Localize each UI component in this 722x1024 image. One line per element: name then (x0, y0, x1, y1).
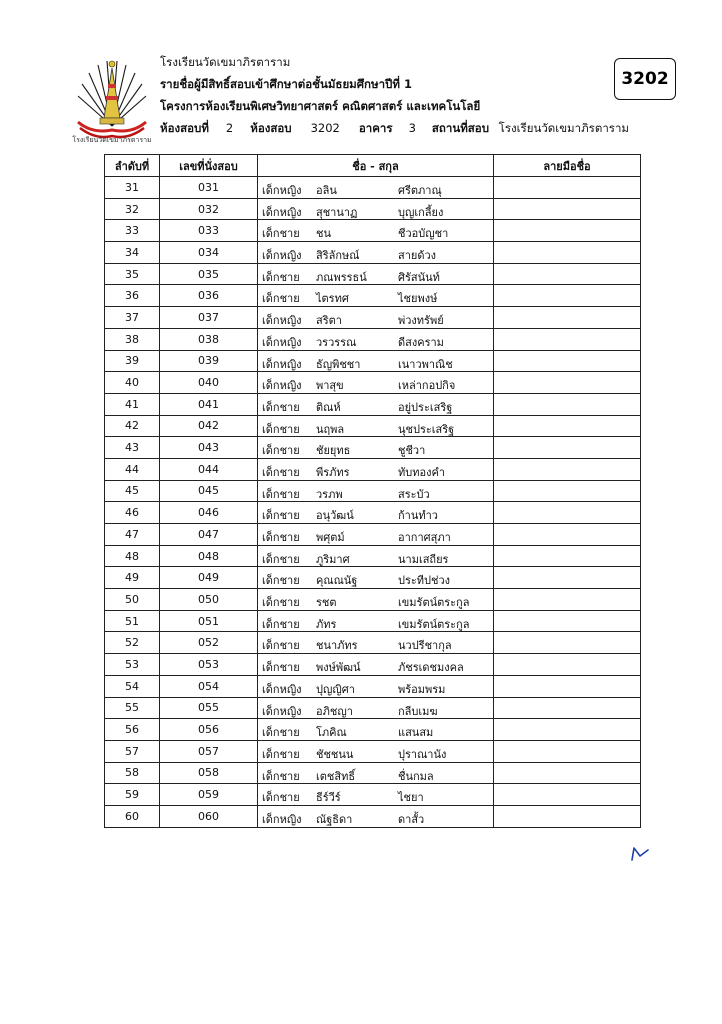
name-prefix: เด็กชาย (262, 639, 300, 653)
table-row (105, 328, 641, 350)
name-prefix: เด็กหญิง (262, 314, 302, 328)
student-name (258, 242, 494, 264)
signature-cell (494, 805, 641, 827)
signature-cell (494, 350, 641, 372)
seat-number: 046 (160, 502, 258, 524)
signature-cell (494, 458, 641, 480)
table-row (105, 350, 641, 372)
signature-cell (494, 242, 641, 264)
list-title: รายชื่อผู้มีสิทธิ์สอบเข้าศึกษาต่อชั้นมัธยมศึกษาปีที่ 1 (160, 77, 412, 91)
student-name (258, 524, 494, 546)
row-number: 32 (105, 198, 160, 220)
first-name: โภคิณ (316, 726, 347, 740)
table-row (105, 372, 641, 394)
seat-number: 038 (160, 328, 258, 350)
seat-number: 045 (160, 480, 258, 502)
seat-number: 032 (160, 198, 258, 220)
student-name (258, 805, 494, 827)
signature-cell (494, 480, 641, 502)
seat-number: 054 (160, 675, 258, 697)
school-logo (72, 56, 152, 148)
row-number: 54 (105, 675, 160, 697)
first-name: ชน (316, 227, 331, 241)
name-prefix: เด็กชาย (262, 227, 300, 241)
student-name (258, 480, 494, 502)
seat-number: 047 (160, 524, 258, 546)
row-number: 59 (105, 784, 160, 806)
last-name: ชูชีวา (398, 444, 426, 458)
row-number: 49 (105, 567, 160, 589)
last-name: อากาศสุภา (398, 531, 451, 544)
row-number: 56 (105, 719, 160, 741)
table-row (105, 740, 641, 762)
seat-number: 052 (160, 632, 258, 654)
name-prefix: เด็กหญิง (262, 812, 302, 826)
name-prefix: เด็กชาย (262, 574, 300, 588)
school-name: โรงเรียนวัดเขมาภิรตาราม (160, 55, 291, 69)
name-prefix: เด็กชาย (262, 661, 300, 675)
name-prefix: เด็กหญิง (262, 249, 302, 263)
table-row (105, 502, 641, 524)
row-number: 47 (105, 524, 160, 546)
seat-number: 051 (160, 610, 258, 632)
row-number: 35 (105, 263, 160, 285)
name-prefix: เด็กชาย (262, 531, 300, 544)
student-name (258, 198, 494, 220)
table-row (105, 307, 641, 329)
row-number: 51 (105, 610, 160, 632)
seat-number: 033 (160, 220, 258, 242)
first-name: ภูริมาศ (316, 552, 350, 566)
signature-cell (494, 675, 641, 697)
name-prefix: เด็กชาย (262, 791, 300, 805)
signature-cell (494, 285, 641, 307)
last-name: ศรีตภาณุ (398, 184, 442, 197)
student-name (258, 697, 494, 719)
seat-number: 037 (160, 307, 258, 329)
seat-number: 043 (160, 437, 258, 459)
last-name: แสนสม (398, 726, 434, 740)
building-value: 3 (408, 121, 416, 135)
first-name: พีรภัทร (316, 465, 350, 479)
first-name: สุชานาฏ (316, 205, 358, 219)
seat-number: 035 (160, 263, 258, 285)
student-name (258, 567, 494, 589)
first-name: ชัชชนน (316, 747, 354, 761)
signature-cell (494, 198, 641, 220)
row-number: 52 (105, 632, 160, 654)
last-name: ชีวอบัญชา (398, 227, 449, 241)
signature-cell (494, 263, 641, 285)
name-prefix: เด็กชาย (262, 400, 300, 414)
last-name: ดาสั้ว (398, 812, 425, 826)
row-number: 55 (105, 697, 160, 719)
first-name: ภัทร (316, 617, 337, 631)
building-label: อาคาร (358, 121, 393, 135)
signature-cell (494, 177, 641, 199)
name-prefix: เด็กชาย (262, 292, 300, 306)
first-name: ไตรทศ (316, 292, 349, 306)
first-name: ธีร์วีร์ (316, 791, 341, 805)
table-row (105, 458, 641, 480)
signature-cell (494, 415, 641, 437)
table-row (105, 589, 641, 611)
table-row (105, 437, 641, 459)
seat-number: 058 (160, 762, 258, 784)
first-name: พศุตม์ (316, 531, 345, 544)
project-title: โครงการห้องเรียนพิเศษวิทยาศาสตร์ คณิตศาสตร์ และเทคโนโลยี (160, 99, 481, 113)
row-number: 34 (105, 242, 160, 264)
last-name: ประทีปช่วง (398, 574, 451, 588)
last-name: ปุราณานัง (398, 747, 447, 761)
exam-room-value: 2 (225, 121, 234, 135)
header-signature: ลายมือชื่อ (494, 155, 641, 177)
last-name: เนาวพาณิช (398, 357, 453, 371)
seat-number: 036 (160, 285, 258, 307)
last-name: ภัชรเดชมงคล (398, 661, 464, 675)
first-name: วรภพ (316, 487, 343, 501)
student-roster-table (104, 154, 641, 828)
last-name: นามเสถียร (398, 552, 449, 566)
name-prefix: เด็กหญิง (262, 184, 302, 197)
row-number: 42 (105, 415, 160, 437)
last-name: กลีบเมฆ (398, 704, 438, 718)
student-name (258, 675, 494, 697)
seat-number: 040 (160, 372, 258, 394)
student-name (258, 415, 494, 437)
header-no: ลำดับที่ (105, 155, 160, 177)
row-number: 33 (105, 220, 160, 242)
student-name (258, 458, 494, 480)
name-prefix: เด็กหญิง (262, 379, 302, 393)
table-row (105, 697, 641, 719)
first-name: สริตา (316, 314, 342, 328)
table-row (105, 480, 641, 502)
room-value: 3202 (310, 121, 340, 135)
venue-label: สถานที่สอบ (431, 121, 489, 135)
header-seat: เลขที่นั่งสอบ (160, 155, 258, 177)
first-name: ชนาภัทร (316, 639, 358, 653)
student-name (258, 393, 494, 415)
signature-cell (494, 589, 641, 611)
seat-number: 048 (160, 545, 258, 567)
first-name: ปุญญิศา (316, 682, 355, 696)
seat-number: 056 (160, 719, 258, 741)
name-prefix: เด็กหญิง (262, 682, 302, 696)
last-name: นุชประเสริฐ (398, 422, 455, 436)
last-name: อยู่ประเสริฐ (398, 400, 453, 414)
row-number: 37 (105, 307, 160, 329)
student-name (258, 610, 494, 632)
last-name: นวปรีชากุล (398, 639, 452, 653)
row-number: 36 (105, 285, 160, 307)
first-name: นฤพล (316, 422, 345, 436)
row-number: 58 (105, 762, 160, 784)
last-name: ดีสงคราม (398, 335, 444, 349)
student-name (258, 285, 494, 307)
signature-cell (494, 502, 641, 524)
exam-room-label: ห้องสอบที่ (160, 121, 209, 135)
name-prefix: เด็กชาย (262, 270, 300, 284)
table-row (105, 285, 641, 307)
student-name (258, 654, 494, 676)
table-row (105, 675, 641, 697)
roster-body (105, 177, 641, 828)
student-name (258, 437, 494, 459)
last-name: ไชยา (398, 791, 424, 805)
signature-cell (494, 393, 641, 415)
exam-info-line (160, 120, 629, 136)
name-prefix: เด็กหญิง (262, 205, 302, 219)
name-prefix: เด็กชาย (262, 596, 300, 610)
table-row (105, 177, 641, 199)
table-row (105, 719, 641, 741)
row-number: 48 (105, 545, 160, 567)
signature-cell (494, 328, 641, 350)
table-row (105, 545, 641, 567)
signature-cell (494, 524, 641, 546)
student-name (258, 632, 494, 654)
row-number: 57 (105, 740, 160, 762)
name-prefix: เด็กหญิง (262, 704, 302, 718)
row-number: 38 (105, 328, 160, 350)
signature-cell (494, 654, 641, 676)
signature-cell (494, 307, 641, 329)
signature-cell (494, 437, 641, 459)
name-prefix: เด็กชาย (262, 422, 300, 436)
last-name: ก้านทำว (398, 509, 438, 523)
name-prefix: เด็กหญิง (262, 357, 302, 371)
table-row (105, 393, 641, 415)
name-prefix: เด็กชาย (262, 465, 300, 479)
signature-cell (494, 762, 641, 784)
name-prefix: เด็กชาย (262, 769, 300, 783)
student-name (258, 589, 494, 611)
student-name (258, 719, 494, 741)
row-number: 45 (105, 480, 160, 502)
row-number: 40 (105, 372, 160, 394)
seat-number: 053 (160, 654, 258, 676)
signature-cell (494, 610, 641, 632)
table-row (105, 198, 641, 220)
seat-number: 060 (160, 805, 258, 827)
signature-cell (494, 740, 641, 762)
seat-number: 059 (160, 784, 258, 806)
student-name (258, 263, 494, 285)
student-name (258, 307, 494, 329)
signature-cell (494, 784, 641, 806)
logo-caption: โรงเรียนวัดเขมาภิรตาราม (72, 136, 152, 144)
last-name: ศิรัสนันท์ (398, 270, 440, 284)
last-name: พร้อมพรม (398, 682, 446, 696)
row-number: 46 (105, 502, 160, 524)
first-name: สิริลักษณ์ (316, 249, 360, 263)
first-name: พาสุข (316, 379, 344, 393)
first-name: อนุวัฒน์ (316, 509, 354, 523)
first-name: พงษ์พัฒน์ (316, 661, 361, 675)
signature-cell (494, 697, 641, 719)
first-name: ติณห์ (316, 400, 341, 414)
signature-cell (494, 632, 641, 654)
seat-number: 041 (160, 393, 258, 415)
seat-number: 042 (160, 415, 258, 437)
student-name (258, 328, 494, 350)
student-name (258, 740, 494, 762)
row-number: 39 (105, 350, 160, 372)
signature-cell (494, 372, 641, 394)
table-row (105, 220, 641, 242)
last-name: เขมรัตน์ตระกูล (398, 617, 470, 631)
seat-number: 044 (160, 458, 258, 480)
table-header-row (105, 155, 641, 177)
signature-cell (494, 567, 641, 589)
last-name: บุญเกลี้ยง (398, 205, 444, 219)
first-name: รชต (316, 596, 337, 610)
check-mark-icon (628, 844, 652, 862)
name-prefix: เด็กชาย (262, 487, 300, 501)
name-prefix: เด็กหญิง (262, 335, 302, 349)
last-name: ไชยพงษ์ (398, 292, 438, 306)
name-prefix: เด็กชาย (262, 552, 300, 566)
student-name (258, 220, 494, 242)
room-number-box: 3202 (614, 58, 676, 100)
last-name: สระบัว (398, 487, 430, 501)
student-name (258, 545, 494, 567)
signature-cell (494, 220, 641, 242)
student-name (258, 784, 494, 806)
table-row (105, 415, 641, 437)
row-number: 53 (105, 654, 160, 676)
venue-value: โรงเรียนวัดเขมาภิรตาราม (498, 121, 629, 135)
table-row (105, 805, 641, 827)
first-name: ณัฐธิดา (316, 812, 353, 826)
name-prefix: เด็กชาย (262, 726, 300, 740)
row-number: 41 (105, 393, 160, 415)
last-name: สายด้วง (398, 249, 437, 263)
table-row (105, 632, 641, 654)
first-name: ชัยยุทธ (316, 444, 351, 458)
last-name: เหล่ากอปกิจ (398, 379, 456, 393)
seat-number: 057 (160, 740, 258, 762)
table-row (105, 762, 641, 784)
name-prefix: เด็กชาย (262, 509, 300, 523)
room-label: ห้องสอบ (250, 121, 292, 135)
row-number: 44 (105, 458, 160, 480)
first-name: อลิน (316, 184, 337, 197)
table-row (105, 610, 641, 632)
first-name: อภิชญา (316, 704, 353, 718)
first-name: เตชสิทธิ์ (316, 769, 356, 783)
table-row (105, 784, 641, 806)
last-name: เขมรัตน์ตระกูล (398, 596, 470, 610)
name-prefix: เด็กชาย (262, 444, 300, 458)
student-name (258, 350, 494, 372)
last-name: ชื่นกมล (398, 769, 434, 783)
seat-number: 055 (160, 697, 258, 719)
seat-number: 031 (160, 177, 258, 199)
table-row (105, 654, 641, 676)
row-number: 31 (105, 177, 160, 199)
name-prefix: เด็กชาย (262, 747, 300, 761)
first-name: ธัญพิชชา (316, 357, 361, 371)
last-name: ทับทองคำ (398, 465, 445, 479)
first-name: วรวรรณ (316, 335, 357, 349)
row-number: 43 (105, 437, 160, 459)
first-name: คุณณนัฐ (316, 574, 358, 588)
student-name (258, 502, 494, 524)
student-name (258, 372, 494, 394)
row-number: 50 (105, 589, 160, 611)
last-name: พ่วงทรัพย์ (398, 314, 444, 328)
table-row (105, 242, 641, 264)
student-name (258, 762, 494, 784)
seat-number: 050 (160, 589, 258, 611)
seat-number: 034 (160, 242, 258, 264)
seat-number: 049 (160, 567, 258, 589)
row-number: 60 (105, 805, 160, 827)
header-name: ชื่อ - สกุล (258, 155, 494, 177)
table-row (105, 263, 641, 285)
table-row (105, 567, 641, 589)
name-prefix: เด็กชาย (262, 617, 300, 631)
signature-cell (494, 545, 641, 567)
table-row (105, 524, 641, 546)
signature-cell (494, 719, 641, 741)
student-name (258, 177, 494, 199)
seat-number: 039 (160, 350, 258, 372)
first-name: ภณพรรธน์ (316, 270, 367, 284)
